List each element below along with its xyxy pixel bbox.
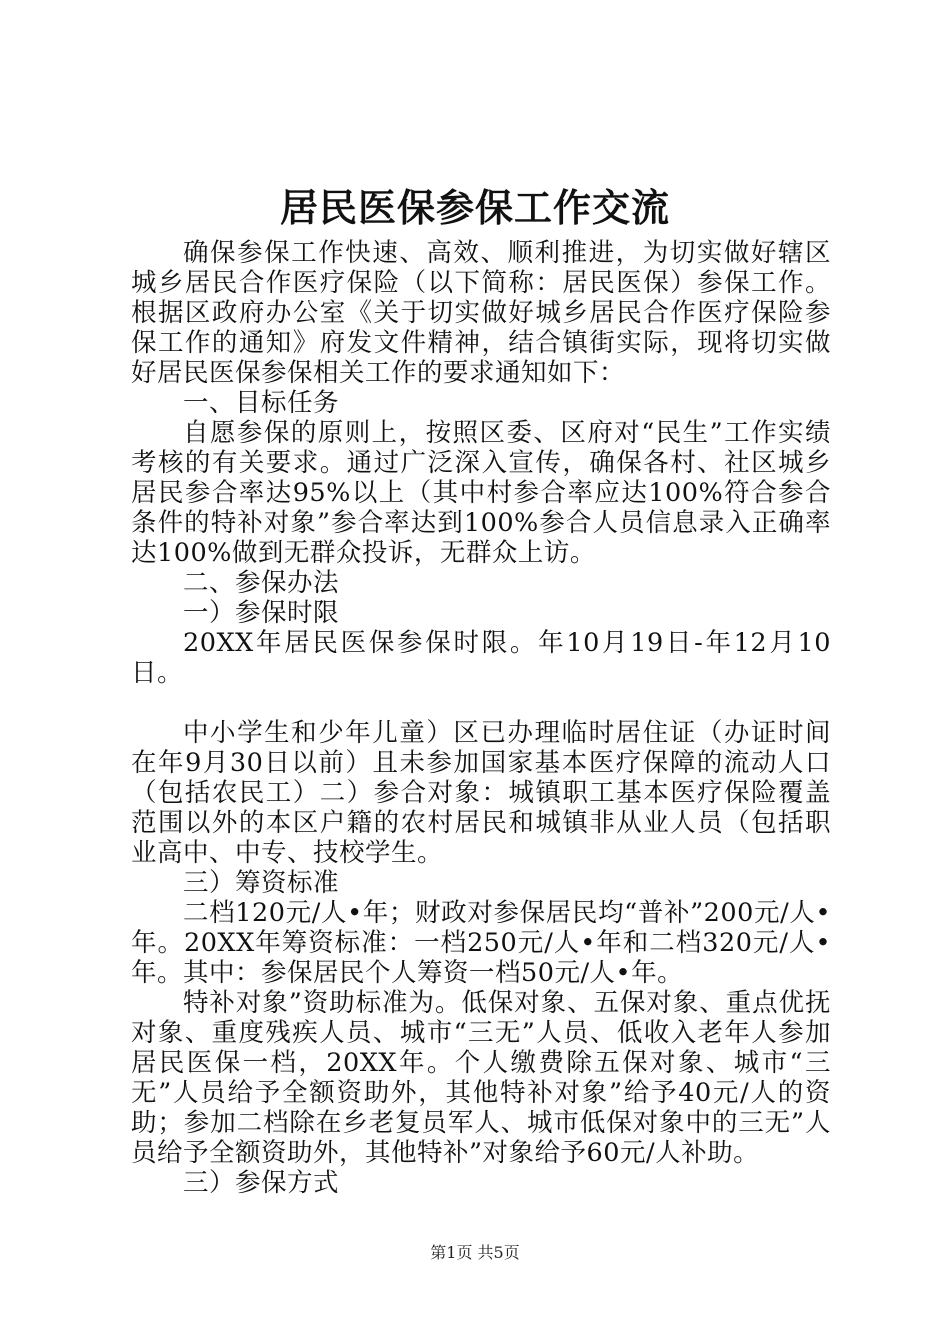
section-heading-goals: 一、目标任务 — [183, 388, 340, 418]
page-footer: 第1页 共5页 — [430, 1243, 520, 1262]
section-heading-methods: 二、参保办法 — [183, 568, 340, 598]
document-body — [131, 238, 831, 1198]
paragraph-participants: 中小学生和少年儿童）区已办理临时居住证（办证时间在年9月30日以前）且未参加国家基本医疗保障的流动人口（包括农民工）二）参合对象：城镇职工基本医疗保险覆盖范围以外的本区户籍的农村居民和城镇非从业人员（包括职业高中、中专、技校学生。 — [131, 718, 831, 868]
subsection-heading-time-limit: 一）参保时限 — [183, 598, 340, 628]
paragraph-time-limit: 20XX年居民医保参保时限。年10月19日-年12月10日。 — [131, 628, 831, 688]
blank-line — [131, 688, 831, 718]
paragraph-goals: 自愿参保的原则上，按照区委、区府对“民生”工作实绩考核的有关要求。通过广泛深入宣传，确保各村、社区城乡居民参合率达95%以上（其中村参合率应达100%符合参合条件的特补对象”参合率达到100%参合人员信息录入正确率达100%做到无群众投诉，无群众上访。 — [131, 418, 831, 568]
document-title: 居民医保参保工作交流 — [279, 185, 670, 230]
subsection-heading-funding: 三）筹资标准 — [183, 868, 340, 898]
subsection-heading-method: 三）参保方式 — [183, 1168, 340, 1198]
paragraph-intro: 确保参保工作快速、高效、顺利推进，为切实做好辖区城乡居民合作医疗保险（以下简称：居民医保）参保工作。根据区政府办公室《关于切实做好城乡居民合作医疗保险参保工作的通知》府发文件精神，结合镇街实际，现将切实做好居民医保参保相关工作的要求通知如下： — [131, 238, 831, 388]
paragraph-funding: 二档120元/人•年；财政对参保居民均“普补”200元/人•年。20XX年筹资标准：一档250元/人•年和二档320元/人•年。其中：参保居民个人筹资一档50元/人•年。 — [131, 898, 831, 988]
paragraph-subsidy: 特补对象”资助标准为。低保对象、五保对象、重点优抚对象、重度残疾人员、城市“三无”人员、低收入老年人参加居民医保一档，20XX年。个人缴费除五保对象、城市“三无”人员给予全额资助外，其他特补对象”给予40元/人的资助；参加二档除在乡老复员军人、城市低保对象中的三无”人员给予全额资助外，其他特补”对象给予60元/人补助。 — [131, 988, 831, 1168]
